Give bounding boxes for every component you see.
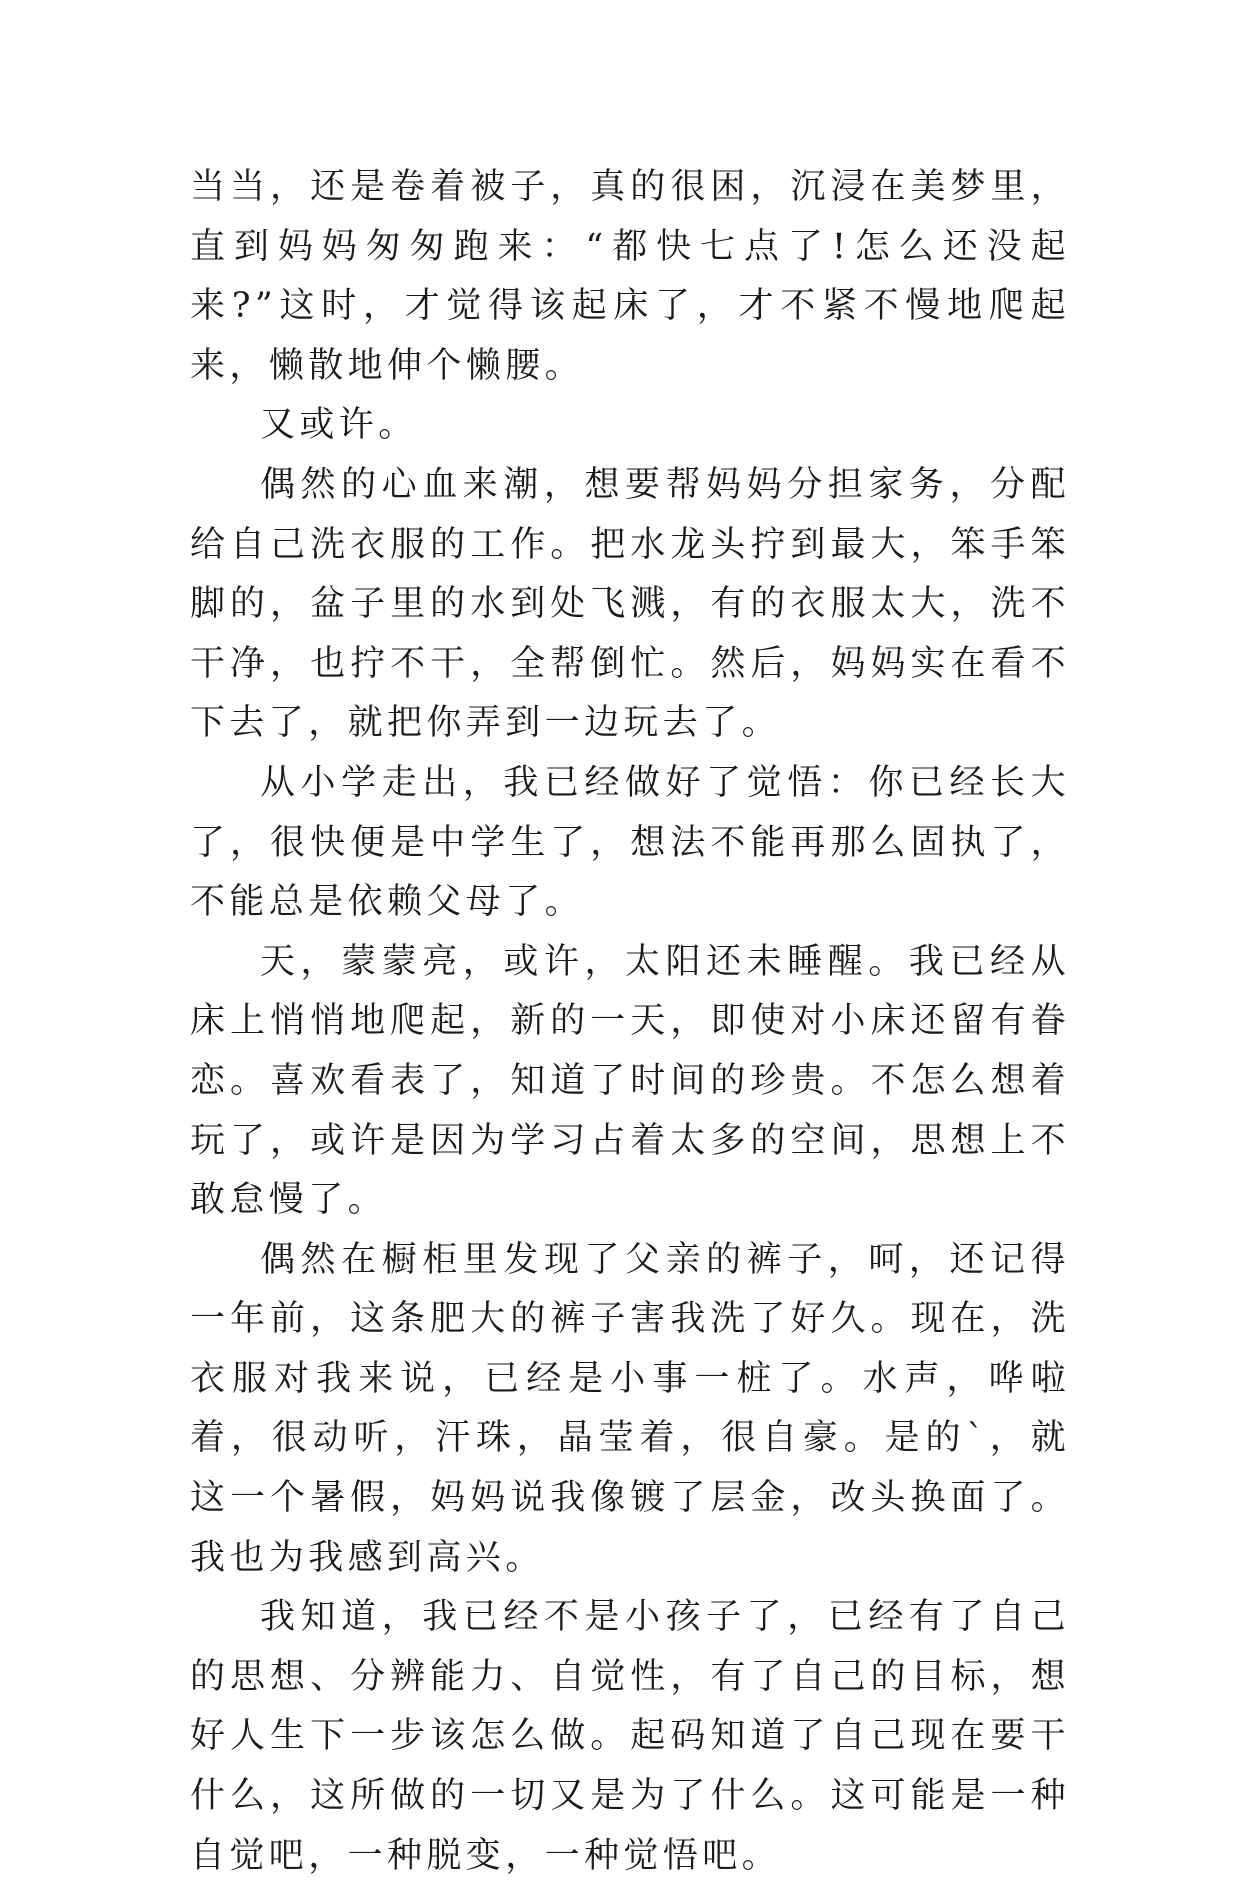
paragraph-5: 天，蒙蒙亮，或许，太阳还未睡醒。我已经从床上悄悄地爬起，新的一天，即使对小床还留有眷恋。喜欢看表了，知道了时间的珍贵。不怎么想着玩了，或许是因为学习占着太多的空间，思想上不敢怠慢了。 (190, 941, 1070, 1221)
paragraph-4: 从小学走出，我已经做好了觉悟：你已经长大了，很快便是中学生了，想法不能再那么固执了，不能总是依赖父母了。 (190, 762, 1070, 923)
paragraph-1: 当当，还是卷着被子，真的很困，沉浸在美梦里，直到妈妈匆匆跑来：“都快七点了!怎么还没起来?”这时，才觉得该起床了，才不紧不慢地爬起来，懒散地伸个懒腰。 (190, 167, 1070, 386)
paragraph-3: 偶然的心血来潮，想要帮妈妈分担家务，分配给自己洗衣服的工作。把水龙头拧到最大，笨手笨脚的，盆子里的水到处飞溅，有的衣服太大，洗不干净，也拧不干，全帮倒忙。然后，妈妈实在看不下去了，就把你弄到一边玩去了。 (190, 464, 1070, 744)
document-body (190, 158, 1070, 1886)
paragraph-7: 我知道，我已经不是小孩子了，已经有了自己的思想、分辨能力、自觉性，有了自己的目标，想好人生下一步该怎么做。起码知道了自己现在要干什么，这所做的一切又是为了什么。这可能是一种自觉吧，一种脱变，一种觉悟吧。 (190, 1597, 1070, 1876)
paragraph-2: 又或许。 (260, 405, 418, 446)
paragraph-6: 偶然在橱柜里发现了父亲的裤子，呵，还记得一年前，这条肥大的裤子害我洗了好久。现在，洗衣服对我来说，已经是小事一桩了。水声，哗啦着，很动听，汗珠，晶莹着，很自豪。是的`，就这一个暑假，妈妈说我像镀了层金，改头换面了。我也为我感到高兴。 (190, 1239, 1070, 1578)
